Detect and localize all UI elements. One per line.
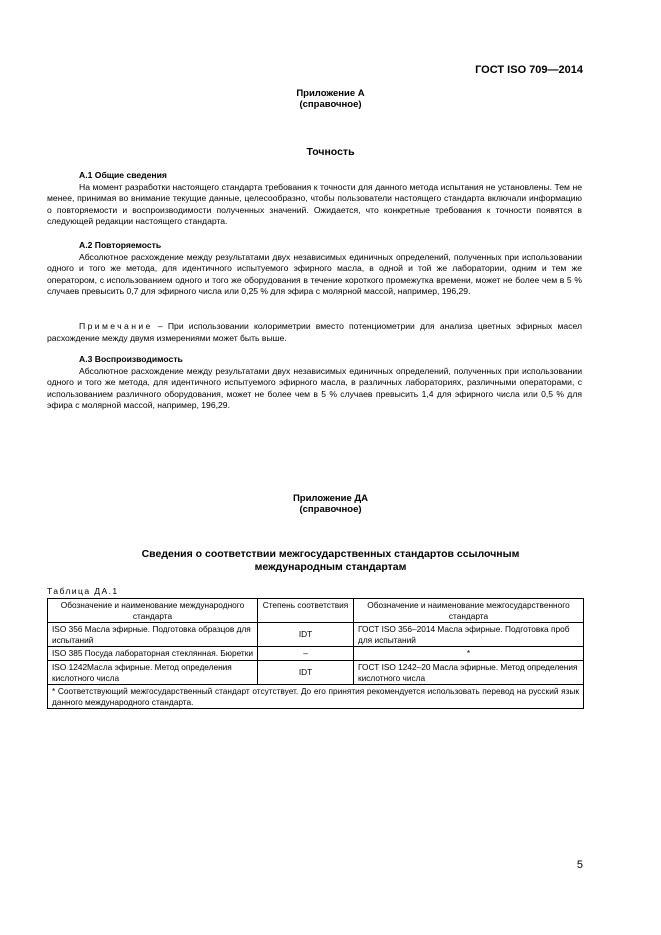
note-block (47, 321, 582, 344)
appendix-da-subtitle: (справочное) (299, 504, 362, 515)
table-cell: ISO 385 Посуда лабораторная стеклянная. Бюретки (48, 647, 258, 661)
section-a1 (47, 170, 582, 228)
table-cell: ГОСТ ISO 356–2014 Масла эфирные. Подготовка проб для испытаний (354, 623, 584, 647)
section-a3 (47, 354, 582, 412)
appendix-a-title: Приложение А (296, 88, 365, 99)
note-text: – При использовании колориметрии вместо потенциометрии для анализа цветных эфирных масел расхождение между двумя измерениями может быть выше. (47, 321, 582, 343)
appendix-a-heading: Точность (306, 146, 355, 158)
section-text: На момент разработки настоящего стандарта требования к точности для данного метода испытания не установлены. Тем не менее, принимая во внимание текущие данные, целесообразно, чтобы пользователи настоящего стандарта включали информацию о повторяемости и воспроизводимости полученных значений. Ожидается, что конкретные требования к точности появятся в следующей редакции настоящего стандарта. (47, 181, 582, 227)
section-text: Абсолютное расхождение между результатами двух независимых единичных определений, полученных при использовании одного и того же метода, для идентичного испытуемого эфирного масла, в одной и той же лаборатории, одним и тем же оператором, с использованием одного и того же оборудования в течение короткого промежутка времени, может не более чем в 5 % случаев превысить 0,7 для эфирного числа или 0,25 % для эфира с молярной массой, например, 196,29. (47, 251, 582, 297)
table-cell: – (258, 647, 354, 661)
column-header: Обозначение и наименование международного стандарта (48, 599, 258, 623)
doc-code-header: ГОСТ ISO 709—2014 (475, 64, 583, 76)
table-cell: ISO 356 Масла эфирные. Подготовка образцов для испытаний (48, 623, 258, 647)
note-label: Примечание (79, 321, 153, 331)
section-heading: А.2 Повторяемость (79, 240, 162, 250)
section-heading: А.3 Воспроизводимость (79, 354, 183, 364)
appendix-a-subtitle: (справочное) (299, 99, 362, 110)
column-header: Степень соответствия (258, 599, 354, 623)
table-footnote-row (48, 685, 584, 709)
table-cell: IDT (258, 660, 354, 684)
table-header-row (48, 599, 584, 623)
table-cell: ГОСТ ISO 1242–20 Масла эфирные. Метод определения кислотного числа (354, 660, 584, 684)
table-cell: IDT (258, 623, 354, 647)
table-row (48, 623, 584, 647)
table-row (48, 660, 584, 684)
section-text: Абсолютное расхождение между результатами двух независимых единичных определений, полученных при использовании одного и того же метода, для идентичного испытуемого эфирного масла, в различных лабораториях, различными операторами, с использованием различного оборудования, может не более чем в 5 % случаев превысить 1,4 для эфирного числа или 0,5 % для эфира с молярной массой, например, 196,29. (47, 365, 582, 411)
section-a2 (47, 240, 582, 298)
column-header: Обозначение и наименование межгосударственного стандарта (354, 599, 584, 623)
page-number: 5 (576, 859, 583, 871)
appendix-da-heading-line1: Сведения о соответствии межгосударственных стандартов ссылочным (141, 548, 520, 560)
table-footnote: * Соответствующий межгосударственный стандарт отсутствует. До его принятия рекомендуется использовать перевод на русский язык данного международного стандарта. (48, 685, 584, 709)
appendix-da-heading-line2: международным стандартам (254, 561, 407, 573)
appendix-da-title: Приложение ДА (292, 493, 369, 504)
table-cell: * (354, 647, 584, 661)
table-cell: ISO 1242Масла эфирные. Метод определения кислотного числа (48, 660, 258, 684)
section-heading: А.1 Общие сведения (79, 170, 167, 180)
correspondence-table (47, 598, 584, 709)
table-label: Таблица ДА.1 (47, 586, 119, 596)
table-row (48, 647, 584, 661)
